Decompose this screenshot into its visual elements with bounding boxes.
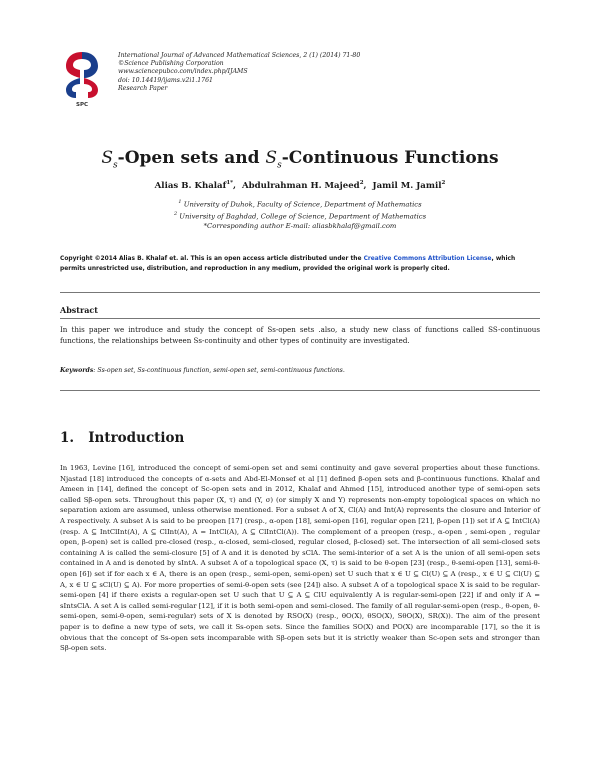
license-link[interactable]: Creative Commons Attribution License	[363, 256, 492, 262]
spc-logo	[60, 48, 104, 108]
publisher: ©Science Publishing Corporation	[118, 60, 224, 68]
journal-url[interactable]: www.sciencepubco.com/index.php/IJAMS	[118, 68, 248, 76]
divider-bottom	[60, 390, 540, 391]
keywords: Keywords: Ss-open set, Ss-continuous function, semi-open set, semi-continuous functions.	[60, 367, 345, 374]
journal-line: International Journal of Advanced Mathematical Sciences, 2 (1) (2014) 71-80	[118, 52, 361, 59]
journal-info	[118, 52, 360, 93]
section-heading: 1. Introduction	[60, 430, 185, 446]
divider-abstract	[60, 318, 540, 319]
logo-red-lower	[84, 78, 98, 98]
logo-text: SPC	[75, 102, 89, 108]
author-3: Jamil M. Jamil	[372, 180, 442, 191]
affiliation-2: $^2$ University of Baghdad, College of Science, Department of Mathematics	[173, 210, 427, 221]
affiliations	[0, 198, 600, 231]
paper-type: Research Paper	[118, 84, 168, 92]
corresponding-author: *Corresponding author E-mail: aliasbkhalaf@gmail.com	[203, 221, 397, 230]
logo-blue-lower	[66, 78, 80, 98]
affiliation-1: $^1$ University of Duhok, Faculty of Science, Department of Mathematics	[178, 199, 422, 209]
paper-title: $S_s$-Open sets and $S_s$-Continuous Functions	[101, 148, 499, 171]
copyright-notice: Copyright ©2014 Alias B. Khalaf et. al. This is an open access article distributed under the Creative Commons Attribution License, which permits unrestricted use, distribution, and reproduction in any medium, provided the original work is properly cited.	[60, 256, 516, 272]
abstract-body: In this paper we introduce and study the concept of Ss-open sets .also, a study new class of functions called SS-continuous functions, the relationships between Ss-continuity and other types of continuity are investigated.	[60, 325, 540, 345]
author-2: Abdulrahman H. Majeed	[242, 180, 360, 191]
author-1: Alias B. Khalaf	[154, 180, 227, 191]
introduction-paragraph: In 1963, Levine [16], introduced the concept of semi-open set and semi continuity and gave several properties about these functions. Njastad [18] introduced the concepts of α-sets and Abd-El-Monsef et al [1] defined β-open sets and β-continuous functions. Khalaf and Ameen in [14], defined the concept of Sc-open sets and in 2012, Khalaf and Ahmed [15], introduced another type of semi-open sets called Sβ-open sets. Throughout this paper (X, τ) and (Y, σ) (or simply X and Y) represents non-empty topological spaces on which no separation axiom are assumed, unless otherwise mentioned. For a subset A of X, Cl(A) and Int(A) represents the closure and Interior of A respectively. A subset A is said to be preopen [17] (resp., α-open [18], semi-open [16], regular open [21], β-open [1]) set if A ⊆ IntCl(A) (resp. A ⊆ IntClInt(A), A ⊆ ClInt(A), A = IntCl(A), A ⊆ ClIntCl(A)). The complement of a preopen (resp., α-open , semi-open , regular open, β-open) set is called pre-closed (resp., α-closed, semi-closed, regular closed, β-closed) set. The intersection of all semi-closed sets containing A is called the semi-closure [5] of A and it is denoted by sClA. The semi-interior of a set A is the union of all semi-open sets contained in A and is denoted by sIntA. A subset A of a topological space (X, τ) is said to be θ-open [23] (resp., θ-semi-open [13], semi-θ-open [6]) set if for each x ∈ A, there is an open (resp., semi-open, semi-open) set U such that x ∈ U ⊆ Cl(U) ⊆ A (resp., x ∈ U ⊆ Cl(U) ⊆ A, x ∈ U ⊆ sCl(U) ⊆ A). For more properties of semi-θ-open sets (see [24]) also. A subset A of a topological space X is said to be regular-semi-open [4] if there exists a regular-open set U such that U ⊆ A ⊆ ClU equivalently A is regular-semi-open [22] if and only if A = sIntsClA. A set A is called semi-regular [12], if it is both semi-open and semi-closed. The family of all regular-semi-open (resp., θ-open, θ-semi-open, semi-θ-open, semi-regular) sets of X is denoted by RSO(X) (resp., θO(X), θSO(X), SθO(X), SR(X)). The aim of the present paper is to define a new type of sets, we call it Ss-open sets. Since the families SO(X) and PO(X) are incomparable [17], so the it is obvious that the concept of Ss-open sets incomparable with Sβ-open sets but it is strictly weaker than Sc-open sets and stronger than Sβ-open sets.	[60, 464, 540, 653]
divider-top	[60, 292, 540, 293]
logo-red-arc	[66, 52, 82, 78]
abstract-heading: Abstract	[60, 305, 98, 315]
logo-blue-arc	[82, 52, 98, 78]
doi: doi: 10.14419/ijams.v2i1.1761	[118, 76, 213, 84]
author-list: Alias B. Khalaf$^{1*}$, Abdulrahman H. Majeed$^2$, Jamil M. Jamil$^2$	[154, 180, 446, 191]
